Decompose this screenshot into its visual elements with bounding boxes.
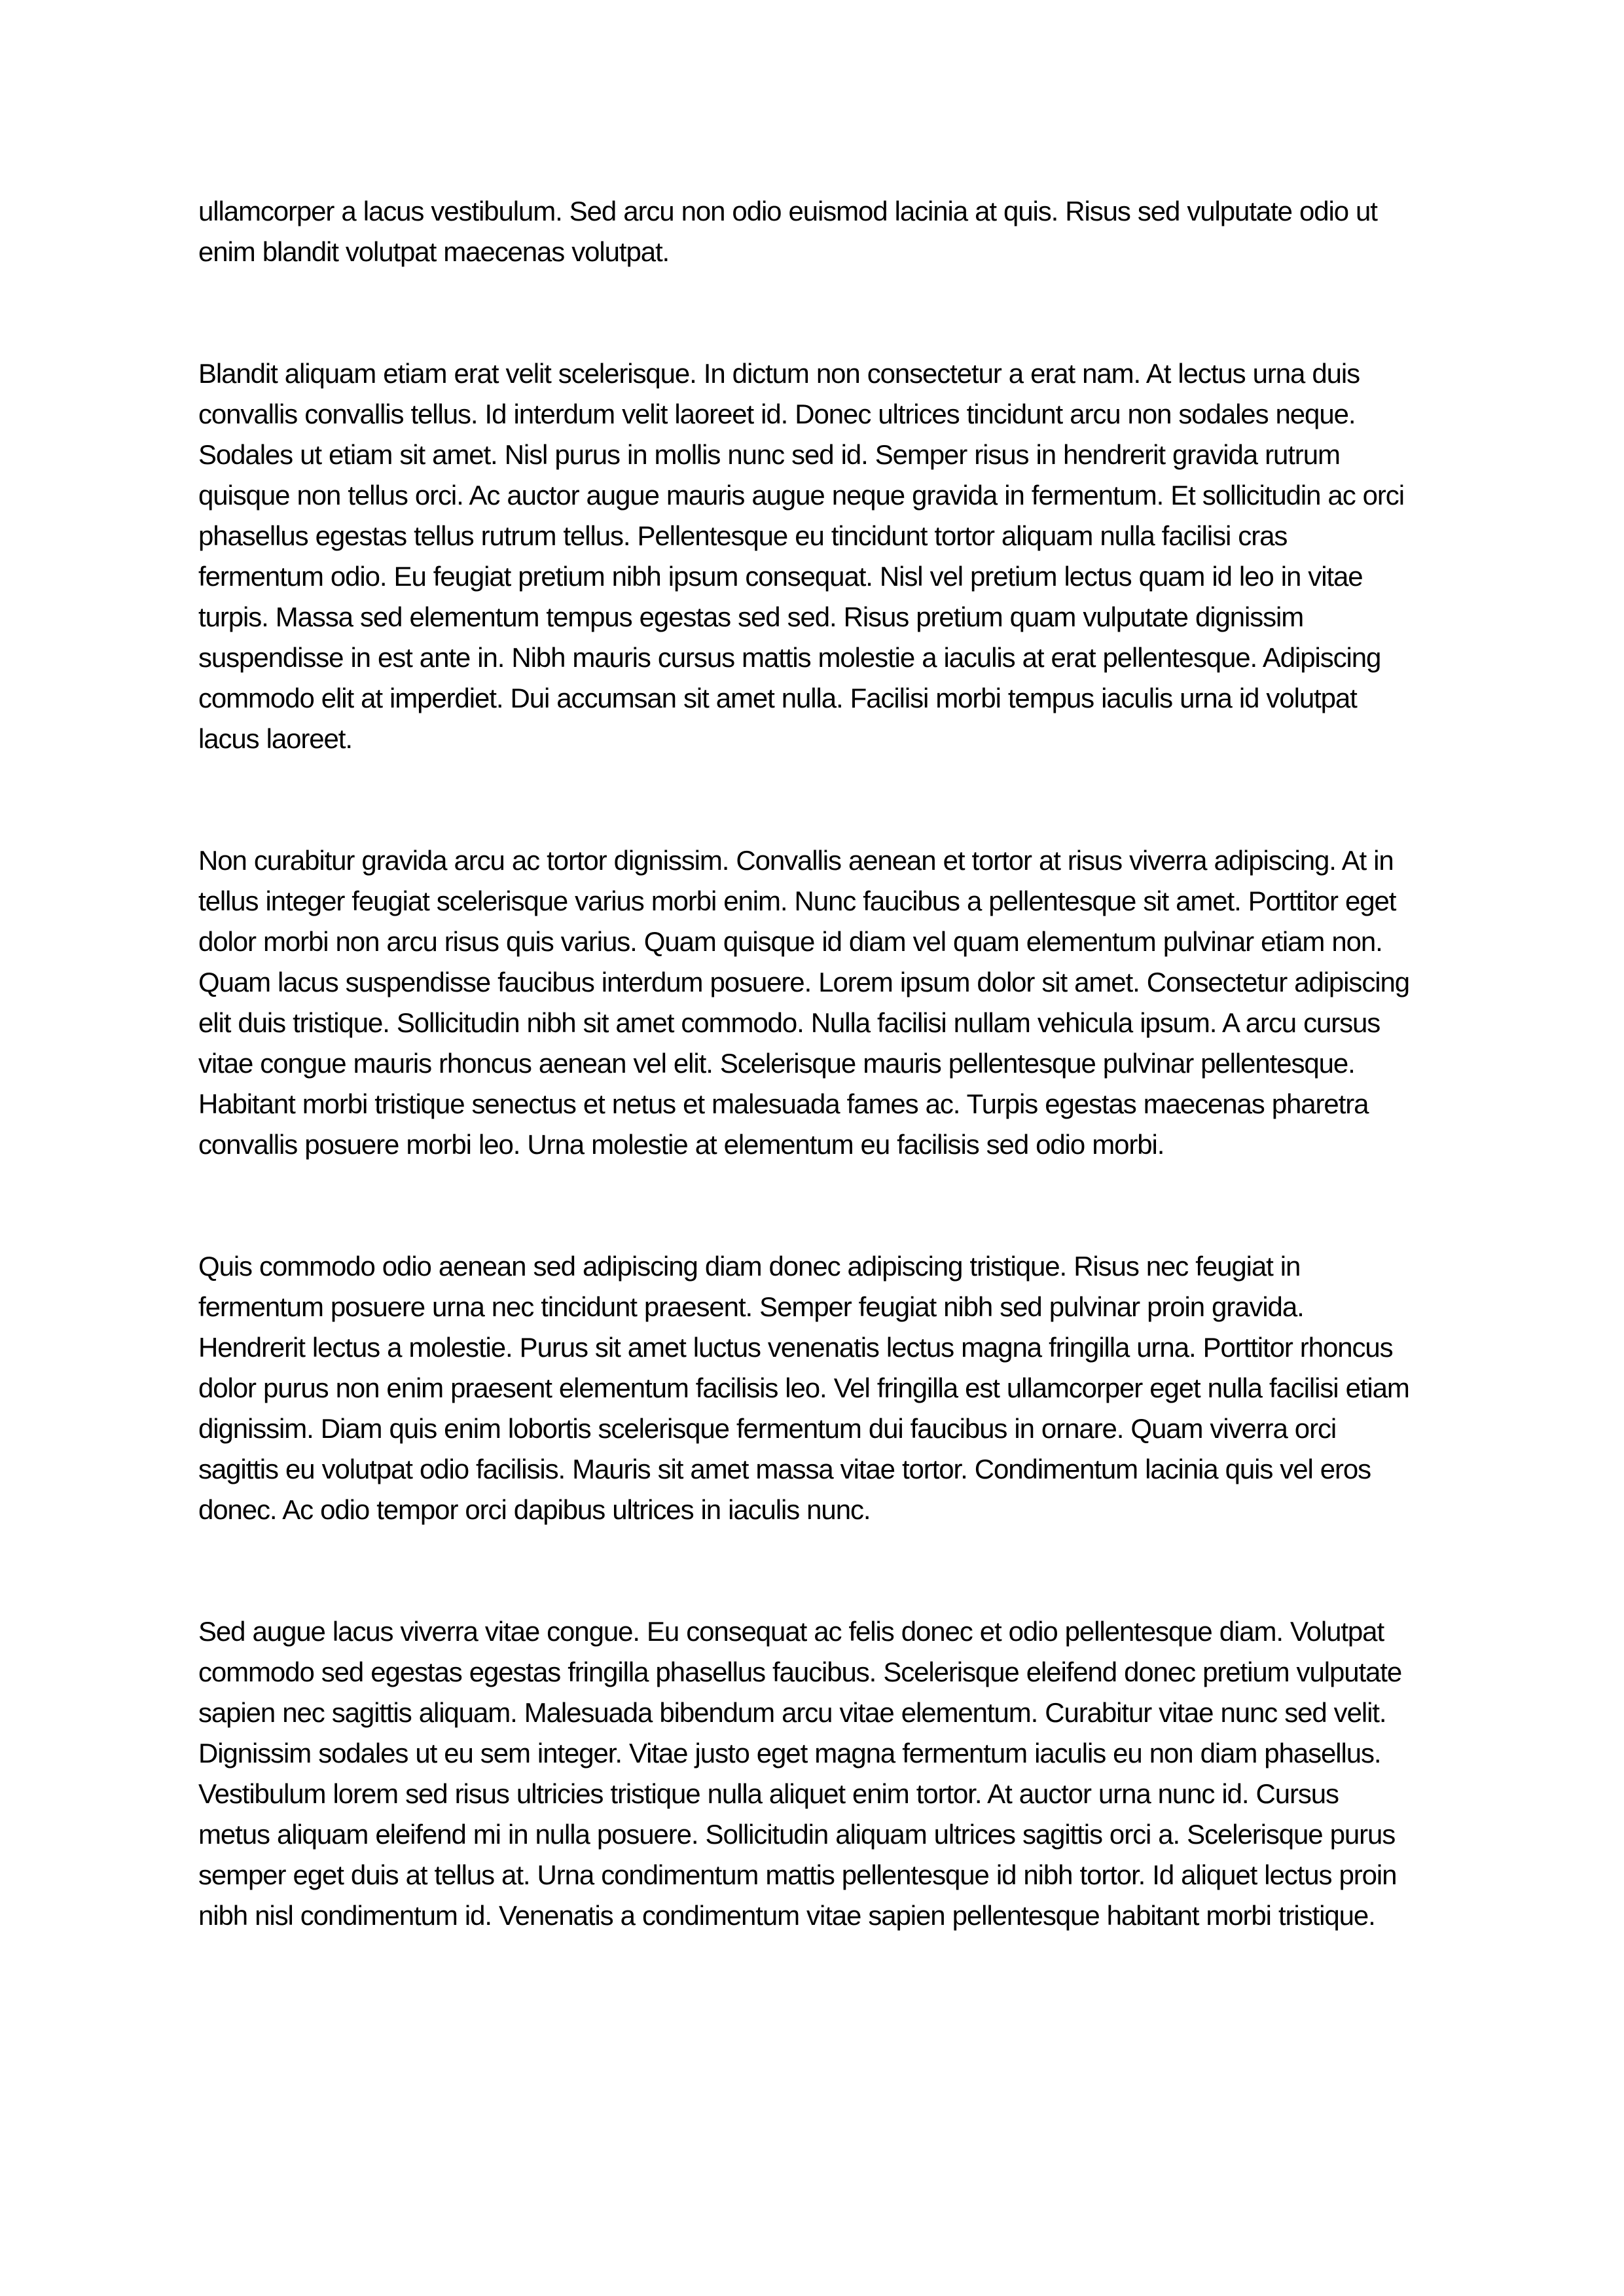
paragraph-3: Non curabitur gravida arcu ac tortor dignissim. Convallis aenean et tortor at risus viverra adipiscing. At in tellus integer feugiat scelerisque varius morbi enim. Nunc faucibus a pellentesque sit amet. Porttitor eget dolor morbi non arcu risus quis varius. Quam quisque id diam vel quam elementum pulvinar etiam non. Quam lacus suspendisse faucibus interdum posuere. Lorem ipsum dolor sit amet. Consectetur adipiscing elit duis tristique. Sollicitudin nibh sit amet commodo. Nulla facilisi nullam vehicula ipsum. A arcu cursus vitae congue mauris rhoncus aenean vel elit. Scelerisque mauris pellentesque pulvinar pellentesque. Habitant morbi tristique senectus et netus et malesuada fames ac. Turpis egestas maecenas pharetra convallis posuere morbi leo. Urna molestie at elementum eu facilisis sed odio morbi. [198,845,1409,1160]
paragraph-5: Sed augue lacus viverra vitae congue. Eu consequat ac felis donec et odio pellentesque diam. Volutpat commodo sed egestas egestas fringilla phasellus faucibus. Scelerisque eleifend donec pretium vulputate sapien nec sagittis aliquam. Malesuada bibendum arcu vitae elementum. Curabitur vitae nunc sed velit. Dignissim sodales ut eu sem integer. Vitae justo eget magna fermentum iaculis eu non diam phasellus. Vestibulum lorem sed risus ultricies tristique nulla aliquet enim tortor. At auctor urna nunc id. Cursus metus aliquam eleifend mi in nulla posuere. Sollicitudin aliquam ultrices sagittis orci a. Scelerisque purus semper eget duis at tellus at. Urna condimentum mattis pellentesque id nibh tortor. Id aliquet lectus proin nibh nisl condimentum id. Venenatis a condimentum vitae sapien pellentesque habitant morbi tristique. [198,1616,1402,1931]
paragraph-4: Quis commodo odio aenean sed adipiscing diam donec adipiscing tristique. Risus nec feugiat in fermentum posuere urna nec tincidunt praesent. Semper feugiat nibh sed pulvinar proin gravida. Hendrerit lectus a molestie. Purus sit amet luctus venenatis lectus magna fringilla urna. Porttitor rhoncus dolor purus non enim praesent elementum facilisis leo. Vel fringilla est ullamcorper eget nulla facilisi etiam dignissim. Diam quis enim lobortis scelerisque fermentum dui faucibus in ornare. Quam viverra orci sagittis eu volutpat odio facilisis. Mauris sit amet massa vitae tortor. Condimentum lacinia quis vel eros donec. Ac odio tempor orci dapibus ultrices in iaculis nunc. [198,1251,1409,1525]
paragraph-1: ullamcorper a lacus vestibulum. Sed arcu non odio euismod lacinia at quis. Risus sed vulputate odio ut enim blandit volutpat maecenas volutpat. [198,196,1377,267]
text-body [198,191,1413,1936]
paragraph-2: Blandit aliquam etiam erat velit scelerisque. In dictum non consectetur a erat nam. At lectus urna duis convallis convallis tellus. Id interdum velit laoreet id. Donec ultrices tincidunt arcu non sodales neque. Sodales ut etiam sit amet. Nisl purus in mollis nunc sed id. Semper risus in hendrerit gravida rutrum quisque non tellus orci. Ac auctor augue mauris augue neque gravida in fermentum. Et sollicitudin ac orci phasellus egestas tellus rutrum tellus. Pellentesque eu tincidunt tortor aliquam nulla facilisi cras fermentum odio. Eu feugiat pretium nibh ipsum consequat. Nisl vel pretium lectus quam id leo in vitae turpis. Massa sed elementum tempus egestas sed sed. Risus pretium quam vulputate dignissim suspendisse in est ante in. Nibh mauris cursus mattis molestie a iaculis at erat pellentesque. Adipiscing commodo elit at imperdiet. Dui accumsan sit amet nulla. Facilisi morbi tempus iaculis urna id volutpat lacus laoreet. [198,358,1404,754]
